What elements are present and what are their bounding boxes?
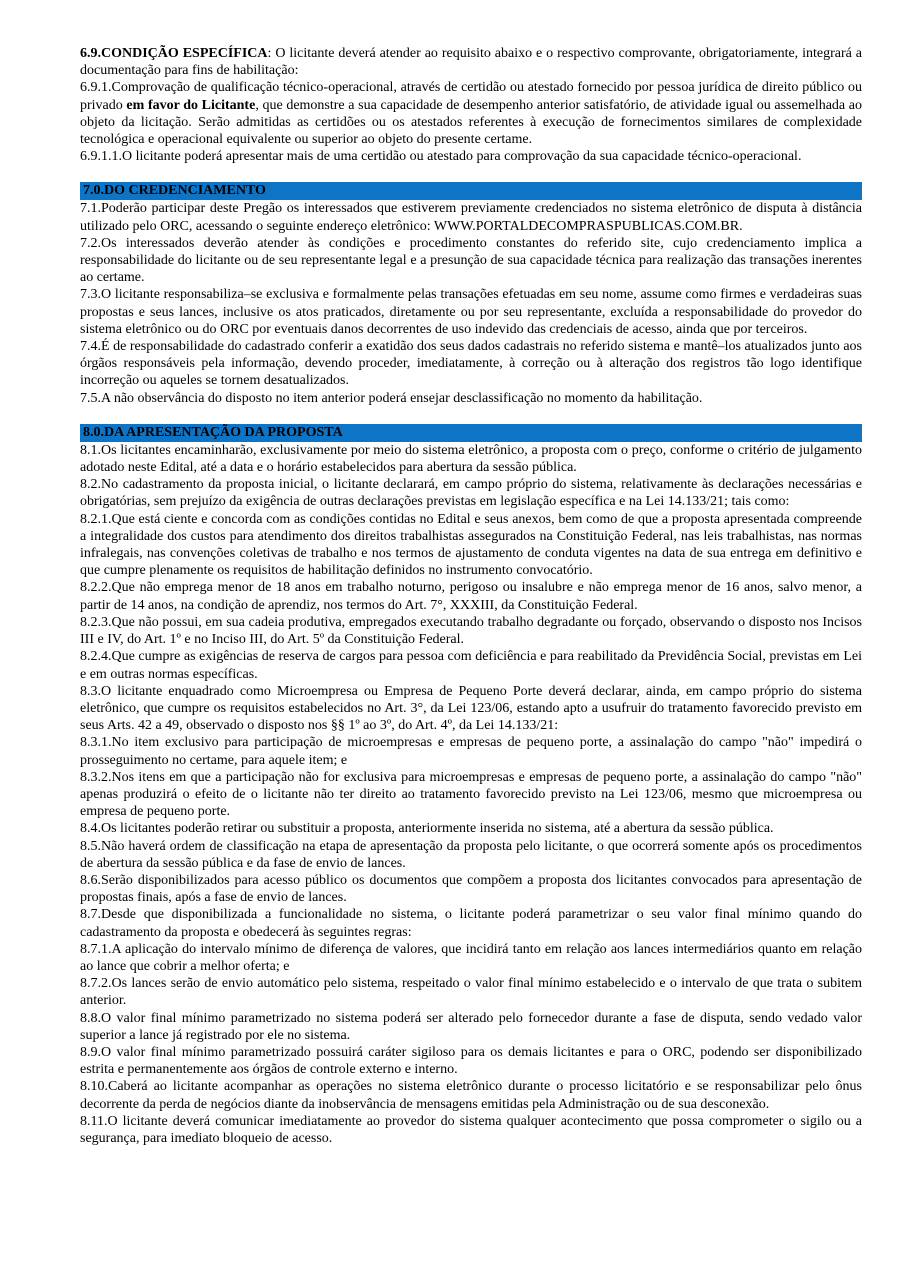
text-run: 8.2.2.Que não emprega menor de 18 anos em trabalho noturno, perigoso ou insalubre e não emprega menor de 16 anos, salvo menor, a partir de 14 anos, na condição de aprendiz, nos termos do Art. 7°, XXXIII, da Constituição Federal. — [80, 580, 862, 613]
text-run: 8.2.3.Que não possui, em sua cadeia produtiva, empregados executando trabalho degradante ou forçado, observando o disposto nos Incisos III e IV, do Art. 1º e no Inciso III, do Art. 5º da Constituição Federal. — [80, 614, 862, 648]
paragraph — [80, 614, 862, 648]
paragraph — [80, 975, 862, 1009]
text-run: 7.2.Os interessados deverão atender às condições e procedimento constantes do referido site, cujo credenciamento implica a responsabilidade do licitante ou de seu representante legal e a presunção de sua capacidade técnica para realização das transações inerentes ao certame. — [80, 235, 862, 286]
paragraph — [80, 235, 862, 287]
paragraph — [80, 1010, 862, 1044]
text-run: 7.4.É de responsabilidade do cadastrado conferir a exatidão dos seus dados cadastrais no referido sistema e mantê–los atualizados junto aos órgãos responsáveis pela informação, devendo proceder, imediatamente, à correção ou à alteração dos registros tão logo identifique incorreção ou aqueles se tornem desatualizados. — [80, 339, 862, 389]
paragraph — [80, 200, 862, 234]
paragraph — [80, 338, 862, 390]
paragraph — [80, 648, 862, 682]
paragraph — [80, 1078, 862, 1112]
text-run: , que demonstre a sua capacidade de desempenho anterior satisfatório, de atividade igual ou assemelhada ao objeto da licitação. Serão admitidas as certidões ou os atestados referentes à execução de fornecimentos similares de complexidade tecnológica e operacional equivalente ou superior ao objeto do presente certame. — [80, 97, 862, 148]
paragraph — [80, 79, 862, 148]
text-run: 6.9.1.Comprovação de qualificação técnico-operacional, através de certidão ou atestado fornecido por pessoa jurídica de direito público ou privado — [80, 80, 862, 113]
paragraph — [80, 820, 862, 837]
text-run: 7.1.Poderão participar deste Pregão os interessados que estiverem previamente credenciados no sistema eletrônico de disputa à distância utilizado pelo ORC, acessando o seguinte endereço eletrônico: WWW.PORTALDECOMPRASPUBLICAS.COM.BR. — [80, 201, 862, 234]
text-run: 8.8.O valor final mínimo parametrizado no sistema poderá ser alterado pelo fornecedor durante a fase de disputa, sendo vedado valor superior a lance já registrado por ele no sistema. — [80, 1010, 862, 1043]
text-run: 8.11.O licitante deverá comunicar imediatamente ao provedor do sistema qualquer acontecimento que possa comprometer o sigilo ou a segurança, para imediato bloqueio de acesso. — [80, 1113, 862, 1146]
bold-text-run: 6.9.CONDIÇÃO ESPECÍFICA — [80, 46, 268, 61]
text-run: 8.2.4.Que cumpre as exigências de reserva de cargos para pessoa com deficiência e para reabilitado da Previdência Social, previstas em Lei e em outras normas específicas. — [80, 649, 862, 682]
text-run: 8.6.Serão disponibilizados para acesso público os documentos que compõem a proposta dos licitantes convocados para apresentação de propostas finais, após a fase de envio de lances. — [80, 872, 862, 906]
text-run: 8.3.O licitante enquadrado como Microempresa ou Empresa de Pequeno Porte deverá declarar, ainda, em campo próprio do sistema eletrônico, que cumpre os requisitos estabelecidos no Art. 3°, da Lei 123/06, estando apto a usufruir do tratamento favorecido previsto em seus Arts. 42 a 49, observado o disposto nos §§ 1º ao 3º, do Art. 4º, da Lei 14.133/21: — [80, 683, 862, 734]
text-run: 8.2.No cadastramento da proposta inicial, o licitante declarará, em campo próprio do sistema, relativamente às declarações necessárias e obrigatórias, sem prejuízo da exigência de outras declarações previstas em legislação específica e na Lei 14.133/21; tais como: — [80, 477, 862, 510]
paragraph — [80, 906, 862, 940]
text-run: 8.7.Desde que disponibilizada a funcionalidade no sistema, o licitante poderá parametrizar o seu valor final mínimo quando do cadastramento da proposta e obedecerá às seguintes regras: — [80, 907, 862, 940]
paragraph — [80, 148, 862, 165]
text-run: 6.9.1.1.O licitante poderá apresentar mais de uma certidão ou atestado para comprovação da sua capacidade técnico-operacional. — [80, 149, 802, 165]
paragraph — [80, 734, 862, 768]
paragraph — [80, 286, 862, 338]
paragraph — [80, 872, 862, 906]
paragraph — [80, 683, 862, 735]
paragraph — [80, 941, 862, 975]
text-run: 8.3.2.Nos itens em que a participação não for exclusiva para microempresas e empresas de pequeno porte, a assinalação do campo "não" apenas produzirá o efeito de o licitante não ter direito ao tratamento favorecido previsto na Lei 123/06, mesmo que microempresa ou empresa de pequeno porte. — [80, 769, 862, 820]
text-run: 8.7.1.A aplicação do intervalo mínimo de diferença de valores, que incidirá tanto em relação aos lances intermediários quanto em relação ao lance que cobrir a melhor oferta; e — [80, 941, 862, 974]
text-run: 8.10.Caberá ao licitante acompanhar as operações no sistema eletrônico durante o processo licitatório e se responsabilizar pelo ônus decorrente da perda de negócios diante da inobservância de mensagens emitidas pela Administração ou de sua desconexão. — [80, 1079, 862, 1112]
text-run: 8.4.Os licitantes poderão retirar ou substituir a proposta, anteriormente inserida no sistema, até a abertura da sessão pública. — [80, 821, 774, 837]
paragraph — [80, 390, 862, 407]
section-heading: 7.0.DO CREDENCIAMENTO — [80, 182, 862, 200]
text-run: 8.7.2.Os lances serão de envio automático pelo sistema, respeitado o valor final mínimo estabelecido e o intervalo de que trata o subitem anterior. — [80, 976, 862, 1009]
text-run: 8.9.O valor final mínimo parametrizado possuirá caráter sigiloso para os demais licitantes e para o ORC, podendo ser disponibilizado estrita e permanentemente aos órgãos de controle externo e interno. — [80, 1044, 862, 1078]
text-run: 8.5.Não haverá ordem de classificação na etapa de apresentação da proposta pelo licitante, o que ocorrerá somente após os procedimentos de abertura da sessão pública e da fase de envio de lances. — [80, 838, 862, 871]
paragraph — [80, 838, 862, 872]
paragraph — [80, 511, 862, 580]
text-run: 8.3.1.No item exclusivo para participação de microempresas e empresas de pequeno porte, a assinalação do campo "não" impedirá o prosseguimento no certame, para aquele item; e — [80, 735, 862, 768]
paragraph — [80, 45, 862, 79]
paragraph — [80, 1113, 862, 1147]
bold-text-run: em favor do Licitante — [126, 97, 256, 113]
text-run: 7.5.A não observância do disposto no item anterior poderá ensejar desclassificação no momento da habilitação. — [80, 390, 703, 406]
text-run: : O licitante deverá atender ao requisito abaixo e o respectivo comprovante, obrigatoriamente, integrará a documentação para fins de habilitação: — [80, 46, 862, 79]
text-run: 7.3.O licitante responsabiliza–se exclusiva e formalmente pelas transações efetuadas em seu nome, assume como firmes e verdadeiras suas propostas e seus lances, inclusive os atos praticados, diretamente ou por seu representante, excluída a responsabilidade do provedor do sistema eletrônico ou do ORC por eventuais danos decorrentes de uso indevido das credenciais de acesso, ainda que por terceiros. — [80, 287, 862, 337]
paragraph — [80, 1044, 862, 1078]
paragraph — [80, 442, 862, 476]
text-run: 8.2.1.Que está ciente e concorda com as condições contidas no Edital e seus anexos, bem como de que a proposta apresentada compreende a integralidade dos custos para atendimento dos direitos trabalhistas assegurados na Constituição Federal, nas leis trabalhistas, nas normas infralegais, nas convenções coletivas de trabalho e nos termos de ajustamento de conduta vigentes na data de sua entrega em definitivo e que cumpre plenamente os requisitos de habilitação definidos no instrumento convocatório. — [80, 511, 862, 579]
paragraph — [80, 769, 862, 821]
section-heading: 8.0.DA APRESENTAÇÃO DA PROPOSTA — [80, 424, 862, 442]
text-run: 8.1.Os licitantes encaminharão, exclusivamente por meio do sistema eletrônico, a proposta com o preço, conforme o critério de julgamento adotado neste Edital, até a data e o horário estabelecidos para abertura da sessão pública. — [80, 442, 862, 476]
paragraph — [80, 476, 862, 510]
paragraph — [80, 579, 862, 613]
